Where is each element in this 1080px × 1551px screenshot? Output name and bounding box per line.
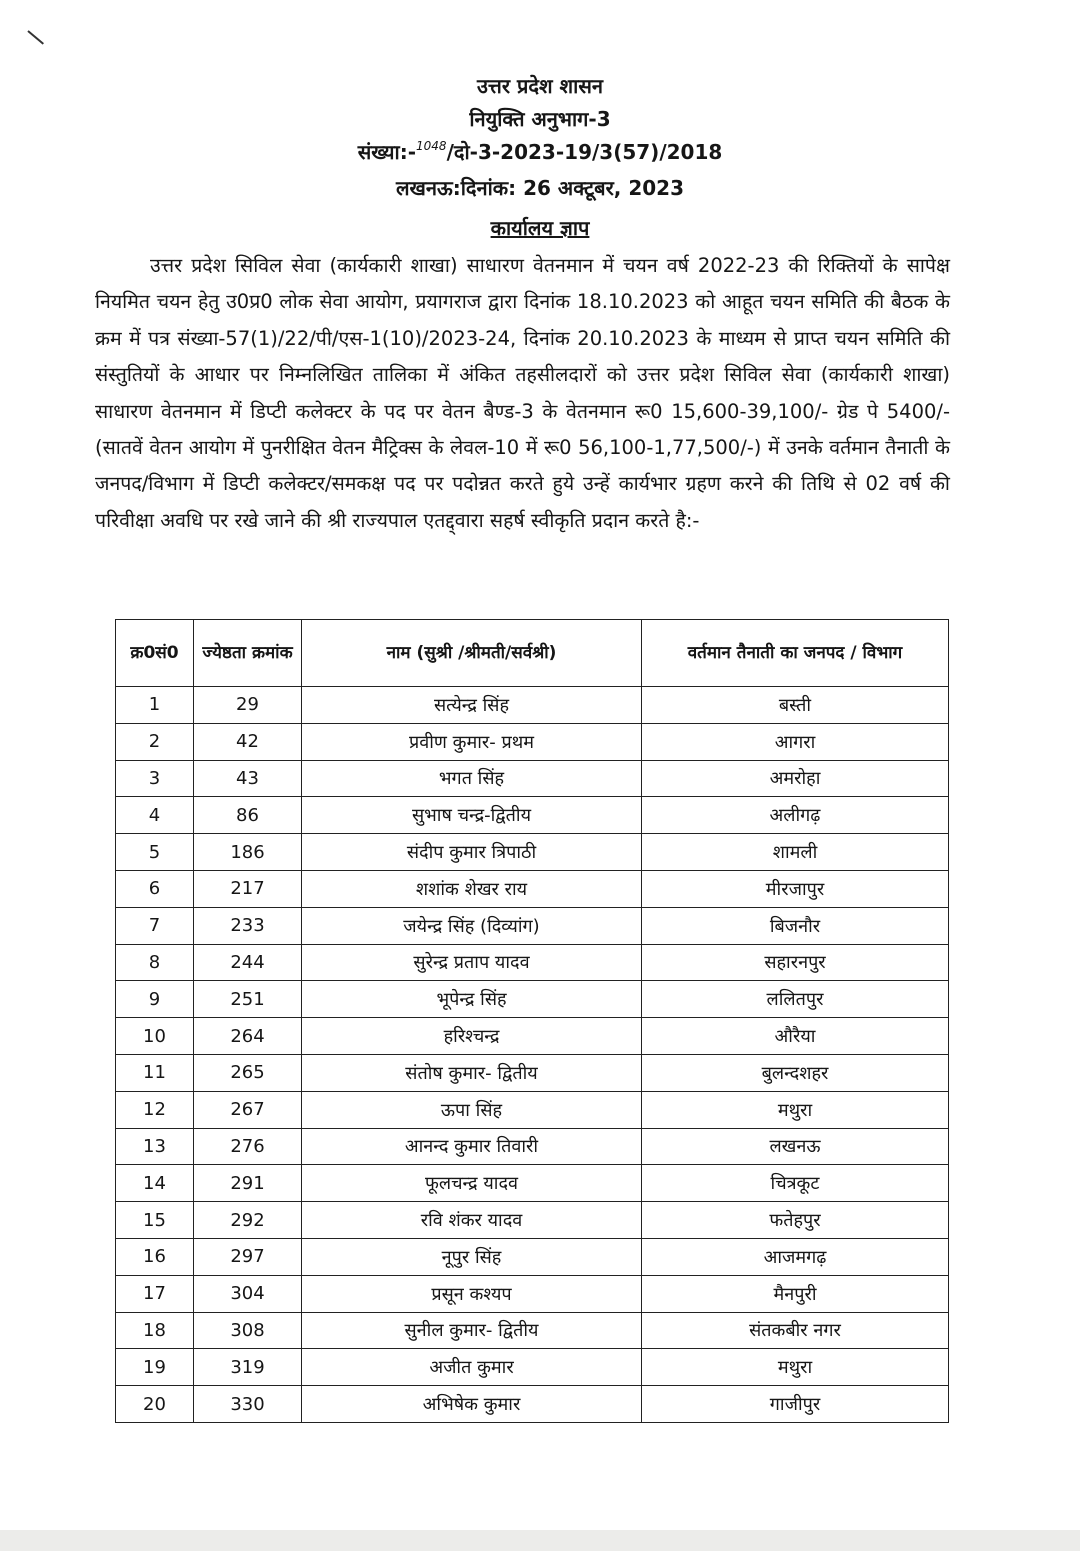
cell-name: भगत सिंह bbox=[302, 760, 642, 797]
table-row bbox=[116, 1091, 949, 1128]
cell-district: बिजनौर bbox=[642, 907, 949, 944]
cell-district: बस्ती bbox=[642, 687, 949, 724]
cell-serial: 5 bbox=[116, 834, 194, 871]
table-row bbox=[116, 834, 949, 871]
table-row bbox=[116, 1312, 949, 1349]
cell-name: प्रवीण कुमार- प्रथम bbox=[302, 723, 642, 760]
cell-seniority: 330 bbox=[194, 1386, 302, 1423]
cell-seniority: 308 bbox=[194, 1312, 302, 1349]
cell-serial: 13 bbox=[116, 1128, 194, 1165]
cell-name: अजीत कुमार bbox=[302, 1349, 642, 1386]
cell-name: सुनील कुमार- द्वितीय bbox=[302, 1312, 642, 1349]
cell-district: फतेहपुर bbox=[642, 1202, 949, 1239]
cell-name: शशांक शेखर राय bbox=[302, 870, 642, 907]
table-row bbox=[116, 797, 949, 834]
ref-prefix: संख्या:- bbox=[357, 140, 417, 164]
cell-seniority: 251 bbox=[194, 981, 302, 1018]
cell-district: गाजीपुर bbox=[642, 1386, 949, 1423]
table-row bbox=[116, 1349, 949, 1386]
cell-name: संदीप कुमार त्रिपाठी bbox=[302, 834, 642, 871]
cell-district: शामली bbox=[642, 834, 949, 871]
cell-district: आजमगढ़ bbox=[642, 1238, 949, 1275]
header-seniority: ज्येष्ठता क्रमांक bbox=[194, 620, 302, 687]
cell-serial: 10 bbox=[116, 1018, 194, 1055]
table-row bbox=[116, 1054, 949, 1091]
cell-seniority: 276 bbox=[194, 1128, 302, 1165]
cell-name: प्रसून कश्यप bbox=[302, 1275, 642, 1312]
cell-name: संतोष कुमार- द्वितीय bbox=[302, 1054, 642, 1091]
cell-serial: 8 bbox=[116, 944, 194, 981]
ref-handwritten: 1048 bbox=[416, 139, 447, 153]
table-body bbox=[116, 687, 949, 1423]
cell-name: जयेन्द्र सिंह (दिव्यांग) bbox=[302, 907, 642, 944]
cell-serial: 20 bbox=[116, 1386, 194, 1423]
cell-serial: 1 bbox=[116, 687, 194, 724]
table-row bbox=[116, 981, 949, 1018]
memo-title: कार्यालय ज्ञाप bbox=[490, 216, 590, 240]
cell-seniority: 217 bbox=[194, 870, 302, 907]
cell-seniority: 291 bbox=[194, 1165, 302, 1202]
cell-district: अमरोहा bbox=[642, 760, 949, 797]
header-name: नाम (सुश्री /श्रीमती/सर्वश्री) bbox=[302, 620, 642, 687]
cell-district: आगरा bbox=[642, 723, 949, 760]
cell-serial: 12 bbox=[116, 1091, 194, 1128]
cell-seniority: 264 bbox=[194, 1018, 302, 1055]
cell-name: अभिषेक कुमार bbox=[302, 1386, 642, 1423]
cell-district: अलीगढ़ bbox=[642, 797, 949, 834]
cell-name: हरिश्चन्द्र bbox=[302, 1018, 642, 1055]
table-row bbox=[116, 723, 949, 760]
cell-district: संतकबीर नगर bbox=[642, 1312, 949, 1349]
cell-district: औरैया bbox=[642, 1018, 949, 1055]
cell-district: मथुरा bbox=[642, 1349, 949, 1386]
cell-district: लखनऊ bbox=[642, 1128, 949, 1165]
cell-serial: 17 bbox=[116, 1275, 194, 1312]
table-row bbox=[116, 760, 949, 797]
reference-number bbox=[0, 136, 1080, 172]
cell-district: ललितपुर bbox=[642, 981, 949, 1018]
cell-district: मीरजापुर bbox=[642, 870, 949, 907]
cell-seniority: 265 bbox=[194, 1054, 302, 1091]
cell-serial: 14 bbox=[116, 1165, 194, 1202]
cell-seniority: 267 bbox=[194, 1091, 302, 1128]
table-row bbox=[116, 1018, 949, 1055]
posting-table bbox=[115, 619, 949, 1423]
table-row bbox=[116, 1202, 949, 1239]
section-name: नियुक्ति अनुभाग-3 bbox=[469, 107, 611, 131]
table-row bbox=[116, 1165, 949, 1202]
cell-district: मैनपुरी bbox=[642, 1275, 949, 1312]
cell-seniority: 304 bbox=[194, 1275, 302, 1312]
cell-serial: 3 bbox=[116, 760, 194, 797]
cell-serial: 18 bbox=[116, 1312, 194, 1349]
cell-seniority: 244 bbox=[194, 944, 302, 981]
cell-serial: 9 bbox=[116, 981, 194, 1018]
memo-body: उत्तर प्रदेश सिविल सेवा (कार्यकारी शाखा) साधारण वेतनमान में चयन वर्ष 2022-23 की रिक्तियों के सापेक्ष नियमित चयन हेतु उ0प्र0 लोक सेवा आयोग, प्रयागराज द्वारा दिनांक 18.10.2023 को आहूत चयन समिति की बैठक के क्रम में पत्र संख्या-57(1)/22/पी/एस-1(10)/2023-24, दिनांक 20.10.2023 के माध्यम से प्राप्त चयन समिति की संस्तुतियों के आधार पर निम्नलिखित तालिका में अंकित तहसीलदारों को उत्तर प्रदेश सिविल सेवा (कार्यकारी शाखा) साधारण वेतनमान में डिप्टी कलेक्टर के पद पर वेतन बैण्ड-3 के वेतनमान रू0 15,600-39,100/- ग्रेड पे 5400/- (सातवें वेतन आयोग में पुनरीक्षित वेतन मैट्रिक्स के लेवल-10 में रू0 56,100-1,77,500/-) में उनके वर्तमान तैनाती के जनपद/विभाग में डिप्टी कलेक्टर/समकक्ष पद पर पदोन्नत करते हुये उन्हें कार्यभार ग्रहण करने की तिथि से 02 वर्ष की परिवीक्षा अवधि पर रखे जाने की श्री राज्यपाल एतद्द्वारा सहर्ष स्वीकृति प्रदान करते है:- bbox=[95, 254, 950, 532]
cell-seniority: 292 bbox=[194, 1202, 302, 1239]
cell-name: फूलचन्द्र यादव bbox=[302, 1165, 642, 1202]
cell-serial: 19 bbox=[116, 1349, 194, 1386]
cell-seniority: 29 bbox=[194, 687, 302, 724]
table-row bbox=[116, 907, 949, 944]
cell-serial: 4 bbox=[116, 797, 194, 834]
cell-name: सुरेन्द्र प्रताप यादव bbox=[302, 944, 642, 981]
page-bottom-edge bbox=[0, 1530, 1080, 1551]
cell-serial: 15 bbox=[116, 1202, 194, 1239]
cell-district: मथुरा bbox=[642, 1091, 949, 1128]
letter-header bbox=[0, 70, 1080, 205]
cell-seniority: 297 bbox=[194, 1238, 302, 1275]
cell-seniority: 86 bbox=[194, 797, 302, 834]
table-row bbox=[116, 1275, 949, 1312]
cell-district: बुलन्दशहर bbox=[642, 1054, 949, 1091]
cell-name: नूपुर सिंह bbox=[302, 1238, 642, 1275]
cell-serial: 2 bbox=[116, 723, 194, 760]
cell-seniority: 186 bbox=[194, 834, 302, 871]
table-row bbox=[116, 687, 949, 724]
table-row bbox=[116, 1386, 949, 1423]
cell-seniority: 319 bbox=[194, 1349, 302, 1386]
cell-name: सुभाष चन्द्र-द्वितीय bbox=[302, 797, 642, 834]
cell-serial: 11 bbox=[116, 1054, 194, 1091]
govt-name: उत्तर प्रदेश शासन bbox=[477, 74, 603, 98]
corner-pen-mark bbox=[27, 30, 44, 44]
table-header-row bbox=[116, 620, 949, 687]
cell-seniority: 233 bbox=[194, 907, 302, 944]
cell-serial: 6 bbox=[116, 870, 194, 907]
table-row bbox=[116, 870, 949, 907]
cell-seniority: 43 bbox=[194, 760, 302, 797]
cell-name: भूपेन्द्र सिंह bbox=[302, 981, 642, 1018]
cell-serial: 7 bbox=[116, 907, 194, 944]
cell-name: आनन्द कुमार तिवारी bbox=[302, 1128, 642, 1165]
cell-name: सत्येन्द्र सिंह bbox=[302, 687, 642, 724]
cell-serial: 16 bbox=[116, 1238, 194, 1275]
table-row bbox=[116, 1128, 949, 1165]
cell-name: ऊपा सिंह bbox=[302, 1091, 642, 1128]
ref-suffix: /दो-3-2023-19/3(57)/2018 bbox=[446, 140, 723, 164]
cell-district: चित्रकूट bbox=[642, 1165, 949, 1202]
cell-name: रवि शंकर यादव bbox=[302, 1202, 642, 1239]
header-district: वर्तमान तैनाती का जनपद / विभाग bbox=[642, 620, 949, 687]
table-row bbox=[116, 944, 949, 981]
table-row bbox=[116, 1238, 949, 1275]
cell-seniority: 42 bbox=[194, 723, 302, 760]
cell-district: सहारनपुर bbox=[642, 944, 949, 981]
letter-date: लखनऊ:दिनांक: 26 अक्टूबर, 2023 bbox=[396, 176, 684, 200]
header-serial: क्र0सं0 bbox=[116, 620, 194, 687]
